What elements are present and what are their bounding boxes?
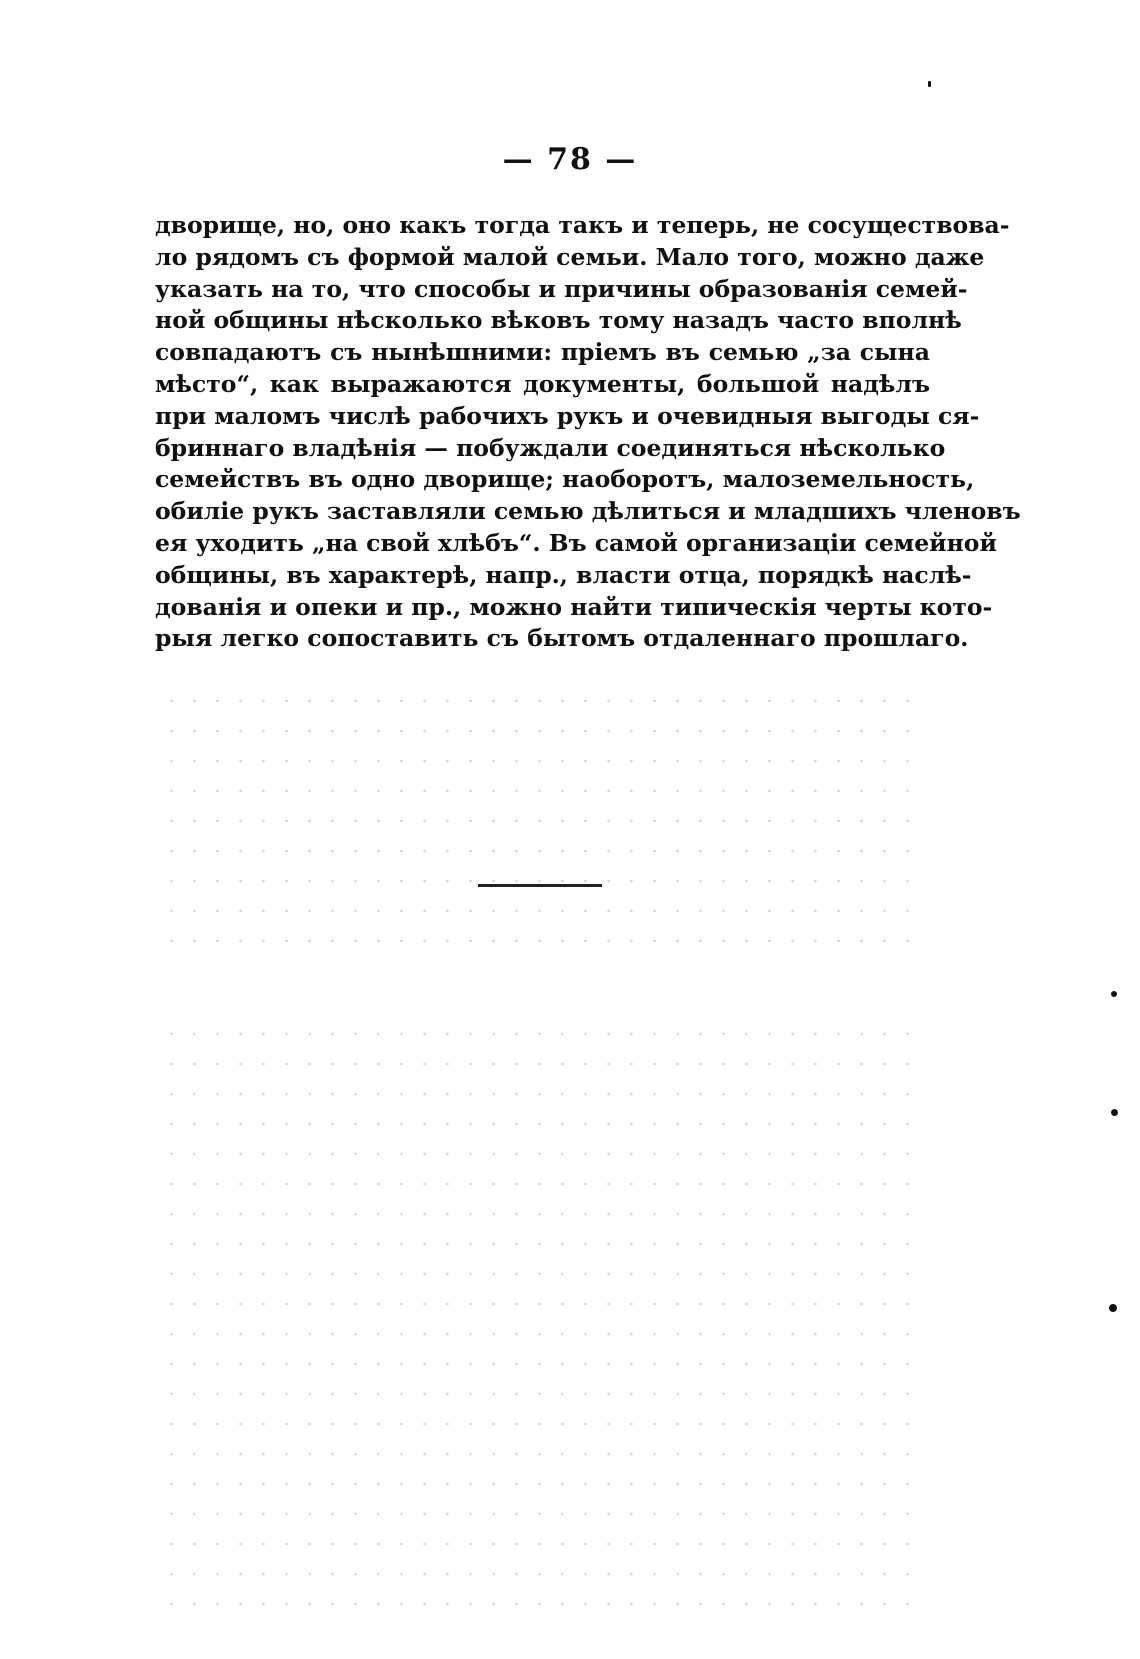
bleed-through-line [160,787,920,795]
bleed-through-line [160,1210,920,1218]
bleed-through-line [160,1060,920,1068]
text-line: общины, въ характерѣ, напр., власти отца, порядкѣ наслѣ- [155,560,972,589]
scan-speck [1111,991,1117,997]
text-line: рыя легко сопоставить съ бытомъ отдаленнаго прошлаго. [155,624,969,653]
text-line: бриннаго владѣнія — побуждали соединяться нѣсколько [155,433,946,462]
bleed-through-line [160,1240,920,1248]
bleed-through-line [160,1480,920,1488]
bleed-through-line [160,1330,920,1338]
bleed-through-line [160,1390,920,1398]
page-number: — 78 — [502,142,638,177]
text-line: при маломъ числѣ рабочихъ рукъ и очевидныя выгоды ся- [155,401,980,430]
text-line: дованія и опеки и пр., можно найти типическія черты кото- [155,592,993,621]
bleed-through-line [160,1030,920,1038]
bleed-through-line [160,1090,920,1098]
body-text [155,210,1021,655]
text-line: указать на то, что способы и причины образованія семей- [155,274,968,303]
bleed-through-line [160,907,920,915]
text-line: семействъ въ одно дворище; наоборотъ, малоземельность, [155,465,975,494]
scan-speck [928,81,931,87]
bleed-through-line [160,1600,920,1608]
bleed-through-line [160,1450,920,1458]
bleed-through-line [160,1270,920,1278]
bleed-through-line [160,1570,920,1578]
bleed-through-line [160,1180,920,1188]
bleed-through-line [160,847,920,855]
text-line: ной общины нѣсколько вѣковъ тому назадъ часто вполнѣ [155,306,962,335]
bleed-through-line [160,1420,920,1428]
bleed-through-line [160,937,920,945]
bleed-through-line [160,1510,920,1518]
scan-speck [1111,1109,1118,1116]
bleed-through-line [160,1120,920,1128]
bleed-through-line [160,1360,920,1368]
text-line: ея уходить „на свой хлѣбъ“. Въ самой организаціи семейной [155,528,997,557]
bleed-through-line [160,1540,920,1548]
text-line: ло рядомъ съ формой малой семьи. Мало того, можно даже [155,242,985,271]
bleed-through-line [160,757,920,765]
bleed-through-line [160,1150,920,1158]
text-line: обиліе рукъ заставляли семью дѣлиться и младшихъ членовъ [155,497,1021,526]
bleed-through-line [160,1300,920,1308]
text-line: дворище, но, оно какъ тогда такъ и теперь, не сосуществова- [155,211,1010,239]
scan-speck [1109,1304,1117,1312]
section-divider [478,884,602,887]
bleed-through-line [160,697,920,705]
bleed-through-line [160,727,920,735]
text-line: мѣсто“, как выражаются документы, большой надѣлъ [155,369,930,398]
text-line: совпадаютъ съ нынѣшними: пріемъ въ семью „за сына [155,338,930,367]
bleed-through-line [160,817,920,825]
